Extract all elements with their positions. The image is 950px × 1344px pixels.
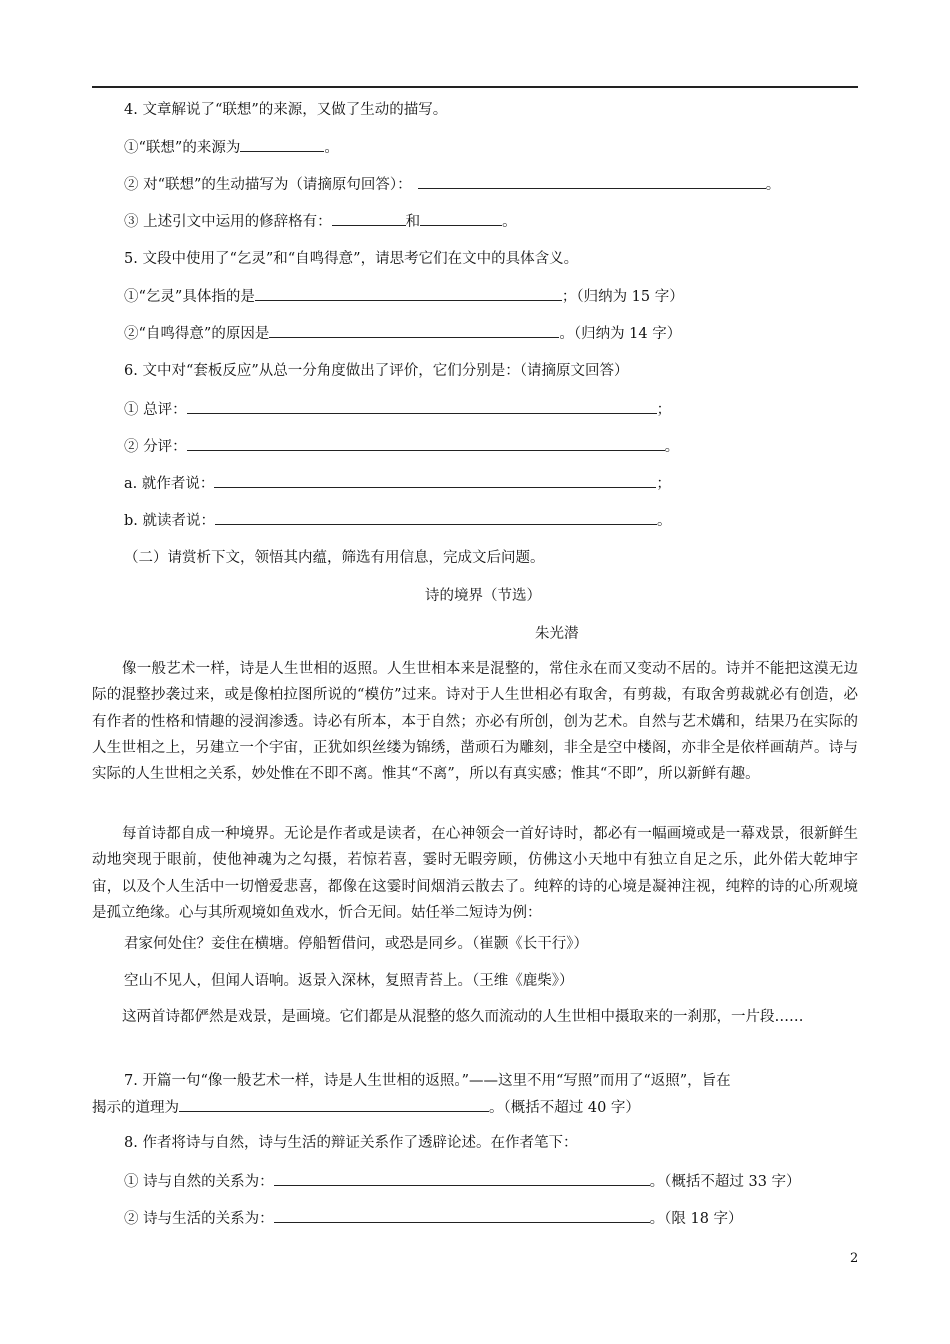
q5-a bbox=[124, 286, 684, 307]
q4-a bbox=[124, 137, 339, 158]
section-heading: （二）请赏析下文，领悟其内蕴，筛选有用信息，完成文后问题。 bbox=[124, 550, 545, 566]
q6-stem: 6. 文中对“套板反应”从总一分角度做出了评价，它们分别是：（请摘原文回答） bbox=[124, 363, 629, 379]
q4-b-suffix: 。 bbox=[765, 177, 781, 193]
q6-c-blank[interactable] bbox=[214, 473, 656, 488]
q6-c-prefix: a. 就作者说： bbox=[124, 476, 215, 492]
q6-d-prefix: b. 就读者说： bbox=[124, 513, 215, 529]
q5-b-suffix: 。（归纳为 14 字） bbox=[559, 326, 682, 342]
q6-b bbox=[124, 436, 679, 457]
article-title: 诗的境界（节选） bbox=[425, 588, 541, 604]
q7-blank[interactable] bbox=[179, 1097, 489, 1112]
q7-line2 bbox=[92, 1097, 640, 1118]
q4-c-prefix: ③ 上述引文中运用的修辞格有： bbox=[124, 214, 332, 230]
q8-a-suffix: 。（概括不超过 33 字） bbox=[649, 1174, 801, 1190]
q6-b-prefix: ② 分评： bbox=[124, 439, 187, 455]
q5-b bbox=[124, 323, 681, 344]
q4-b-prefix: ② 对“联想”的生动描写为（请摘原句回答）： bbox=[124, 177, 412, 193]
q4-c bbox=[124, 211, 517, 232]
q8-b-blank[interactable] bbox=[274, 1208, 650, 1223]
q4-b-blank[interactable] bbox=[418, 174, 766, 189]
q8-b bbox=[124, 1208, 743, 1229]
q6-a-suffix: ； bbox=[656, 402, 672, 418]
q4-a-blank[interactable] bbox=[240, 137, 324, 152]
q4-c-blank-2[interactable] bbox=[420, 211, 502, 226]
q6-d-blank[interactable] bbox=[215, 510, 657, 525]
q5-a-blank[interactable] bbox=[255, 286, 562, 301]
q5-a-suffix: ；（归纳为 15 字） bbox=[561, 289, 684, 305]
q6-b-blank[interactable] bbox=[187, 436, 665, 451]
q4-c-mid: 和 bbox=[405, 214, 421, 230]
q4-stem: 4. 文章解说了“联想”的来源，又做了生动的描写。 bbox=[124, 102, 448, 118]
poem-1: 君家何处住？妾住在横塘。停船暂借问，或恐是同乡。（崔颢《长干行》） bbox=[124, 936, 588, 952]
q8-a-blank[interactable] bbox=[274, 1171, 650, 1186]
q6-b-suffix: 。 bbox=[664, 439, 680, 455]
q4-c-blank-1[interactable] bbox=[332, 211, 406, 226]
article-paragraph-2: 每首诗都自成一种境界。无论是作者或是读者，在心神领会一首好诗时，都必有一幅画境或是一幕戏景，很新鲜生动地突现于眼前，使他神魂为之勾摄，若惊若喜，霎时无暇旁顾，仿佛这小天地中有独立自足之乐，此外偌大乾坤宇宙，以及个人生活中一切憎爱悲喜，都像在这霎时间烟消云散去了。纯粹的诗的心境是凝神注视，纯粹的诗的心所观境是孤立绝缘。心与其所观境如鱼戏水，忻合无间。姑任举二短诗为例： bbox=[92, 826, 858, 921]
header-rule bbox=[92, 86, 858, 88]
q6-a-blank[interactable] bbox=[187, 399, 657, 414]
q6-a bbox=[124, 399, 671, 420]
q5-stem: 5. 文段中使用了“乞灵”和“自鸣得意”，请思考它们在文中的具体含义。 bbox=[124, 251, 579, 267]
q7-suffix: 。（概括不超过 40 字） bbox=[489, 1100, 640, 1116]
q4-a-prefix: ①“联想”的来源为 bbox=[124, 140, 241, 156]
q6-c-suffix: ； bbox=[656, 476, 671, 492]
q7-prefix: 揭示的道理为 bbox=[92, 1100, 179, 1116]
q6-c bbox=[124, 473, 671, 494]
page-number: 2 bbox=[850, 1251, 859, 1266]
q4-b bbox=[124, 174, 780, 195]
poem-2: 空山不见人，但闻人语响。返景入深林，复照青苔上。（王维《鹿柴》） bbox=[124, 973, 574, 989]
q5-a-prefix: ①“乞灵”具体指的是 bbox=[124, 289, 255, 305]
article-author: 朱光潜 bbox=[535, 626, 579, 642]
q6-a-prefix: ① 总评： bbox=[124, 402, 187, 418]
q5-b-blank[interactable] bbox=[269, 323, 559, 338]
q4-a-suffix: 。 bbox=[324, 140, 339, 156]
article-paragraph-3: 这两首诗都俨然是戏景，是画境。它们都是从混整的悠久而流动的人生世相中摄取来的一刹那，一片段…… bbox=[122, 1009, 804, 1025]
q6-d bbox=[124, 510, 672, 531]
q8-a bbox=[124, 1171, 801, 1192]
q8-stem: 8. 作者将诗与自然，诗与生活的辩证关系作了透辟论述。在作者笔下： bbox=[124, 1135, 578, 1151]
q5-b-prefix: ②“自鸣得意”的原因是 bbox=[124, 326, 270, 342]
q8-b-suffix: 。（限 18 字） bbox=[649, 1211, 743, 1227]
q6-d-suffix: 。 bbox=[657, 513, 672, 529]
q8-b-prefix: ② 诗与生活的关系为： bbox=[124, 1211, 274, 1227]
q8-a-prefix: ① 诗与自然的关系为： bbox=[124, 1174, 274, 1190]
article-paragraph-1: 像一般艺术一样，诗是人生世相的返照。人生世相本来是混整的，常住永在而又变动不居的。诗并不能把这漠无边际的混整抄袭过来，或是像柏拉图所说的“模仿”过来。诗对于人生世相必有取舍，有剪裁，有取舍剪裁就必有创造，必有作者的性格和情趣的浸润渗透。诗必有所本，本于自然；亦必有所创，创为艺术。自然与艺术媾和，结果乃在实际的人生世相之上，另建立一个宇宙，正犹如织丝缕为锦绣，凿顽石为雕刻，非全是空中楼阁，亦非全是依样画葫芦。诗与实际的人生世相之关系，妙处惟在不即不离。惟其“不离”，所以有真实感；惟其“不即”，所以新鲜有趣。 bbox=[92, 661, 858, 783]
q4-c-suffix: 。 bbox=[502, 214, 517, 230]
q7-line1: 7. 开篇一句“像一般艺术一样，诗是人生世相的返照。”——这里不用“写照”而用了“返照”，旨在 bbox=[124, 1073, 731, 1089]
